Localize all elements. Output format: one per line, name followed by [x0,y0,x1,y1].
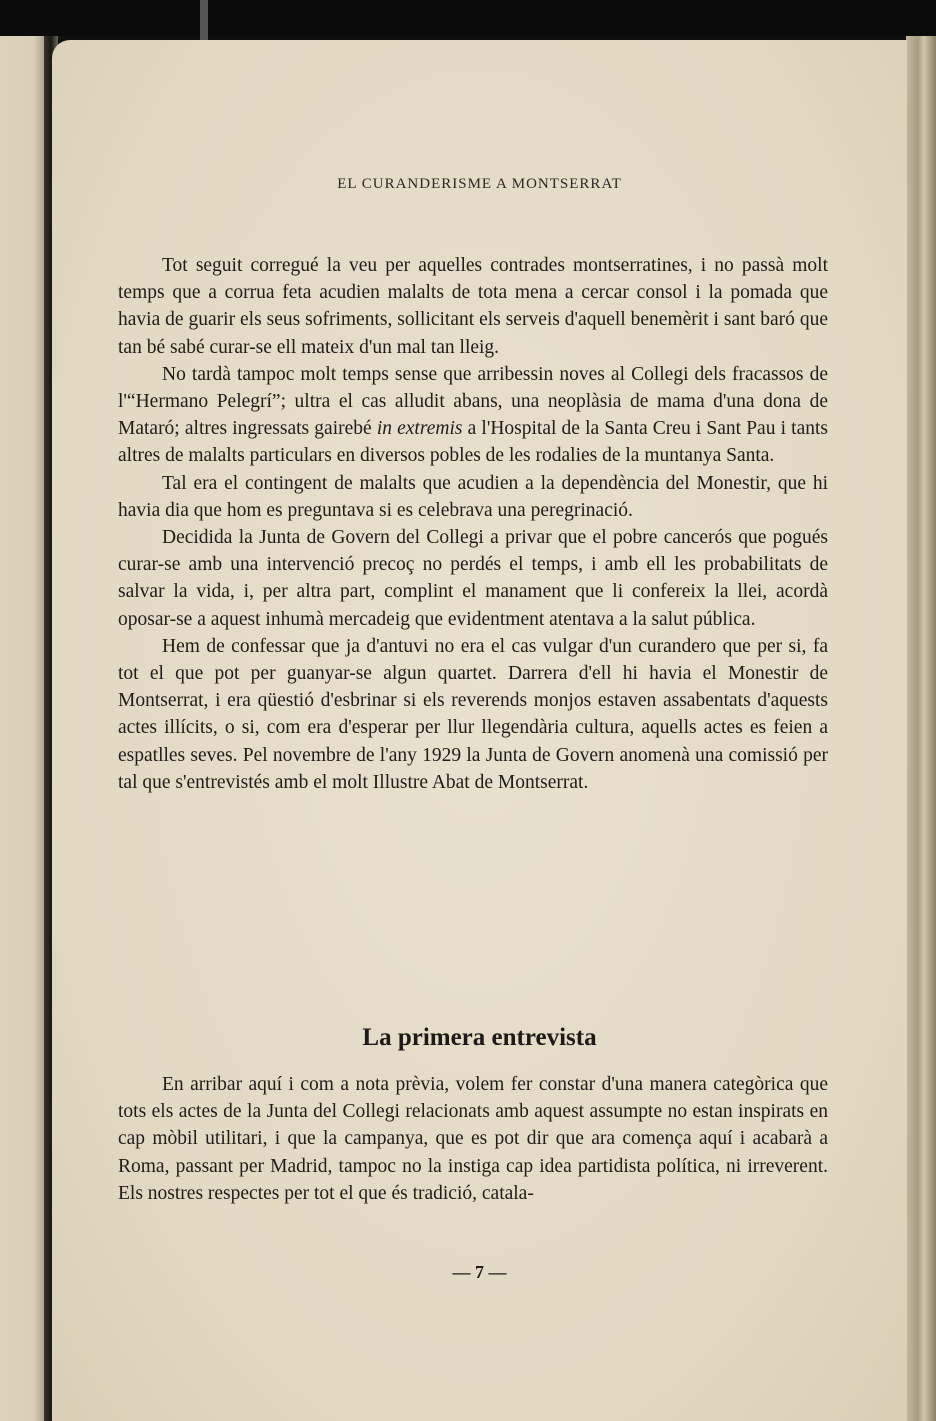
italic-phrase: in extremis [376,418,463,440]
running-head: EL CURANDERISME A MONTSERRAT [337,176,622,192]
page-number: — 7 — [452,1262,507,1282]
binding-mark [200,0,208,40]
body-text [118,252,828,796]
scan-border [0,0,936,36]
book-page [52,40,907,1421]
paragraph: No tardà tampoc molt temps sense que arribessin noves al Collegi dels fracassos de l'“Hermano Pelegrí”; ultra el cas alludit abans, una neoplàsia de mama d'una dona de Mataró; altres ingressats gairebé in extremis a l'Hospital de la Santa Creu i Sant Pau i tants altres de malalts particulars en diversos pobles de les rodalies de la muntanya Santa. [118,363,828,467]
facing-page-edge [0,36,48,1421]
paragraph: Hem de confessar que ja d'antuvi no era el cas vulgar d'un curandero que per si, fa tot el que pot per guanyar-se algun quartet. Darrera d'ell hi havia el Monestir de Montserrat, i era qüestió d'esbrinar si els reverends monjos estaven assabentats d'aquests actes illícits, o si, com era d'esperar per llur llegendària cultura, aquells actes es feien a espatlles seves. Pel novembre de l'any 1929 la Junta de Govern anomenà una comissió per tal que s'entrevistés amb el molt Illustre Abat de Montserrat. [118,635,828,793]
paragraph: Decidida la Junta de Govern del Collegi a privar que el pobre cancerós que pogués curar-se amb una intervenció precoç no perdés el temps, i amb ell les probabilitats de salvar la vida, i, per altra part, complint el manament que li confereix la llei, acordà oposar-se a aquest inhumà mercadeig que evidentment atentava a la salut pública. [118,527,828,630]
page-edges [906,36,936,1421]
section-title: La primera entrevista [362,1024,597,1051]
paragraph: En arribar aquí i com a nota prèvia, volem fer constar d'una manera categòrica que tots els actes de la Junta del Collegi relacionats amb aquest assumpte no estan inspirats en cap mòbil utilitari, i que la campanya, que es pot dir que ara comença aquí i acabarà a Roma, passant per Madrid, tampoc no la instiga cap idea partidista política, ni irreverent. Els nostres respectes per tot el que és tradició, catala- [118,1074,828,1204]
paragraph: Tal era el contingent de malalts que acudien a la dependència del Monestir, que hi havia dia que hom es preguntava si es celebrava una peregrinació. [118,472,828,521]
paragraph: Tot seguit corregué la veu per aquelles contrades montserratines, i no passà molt temps que a corrua feta acudien malalts de tota mena a cercar consol i la pomada que havia de guarir els seus sofriments, sollicitant els serveis d'aquell benemèrit i sant baró que tan bé sabé curar-se ell mateix d'un mal tan lleig. [118,255,828,358]
section-body-text [118,1071,828,1207]
